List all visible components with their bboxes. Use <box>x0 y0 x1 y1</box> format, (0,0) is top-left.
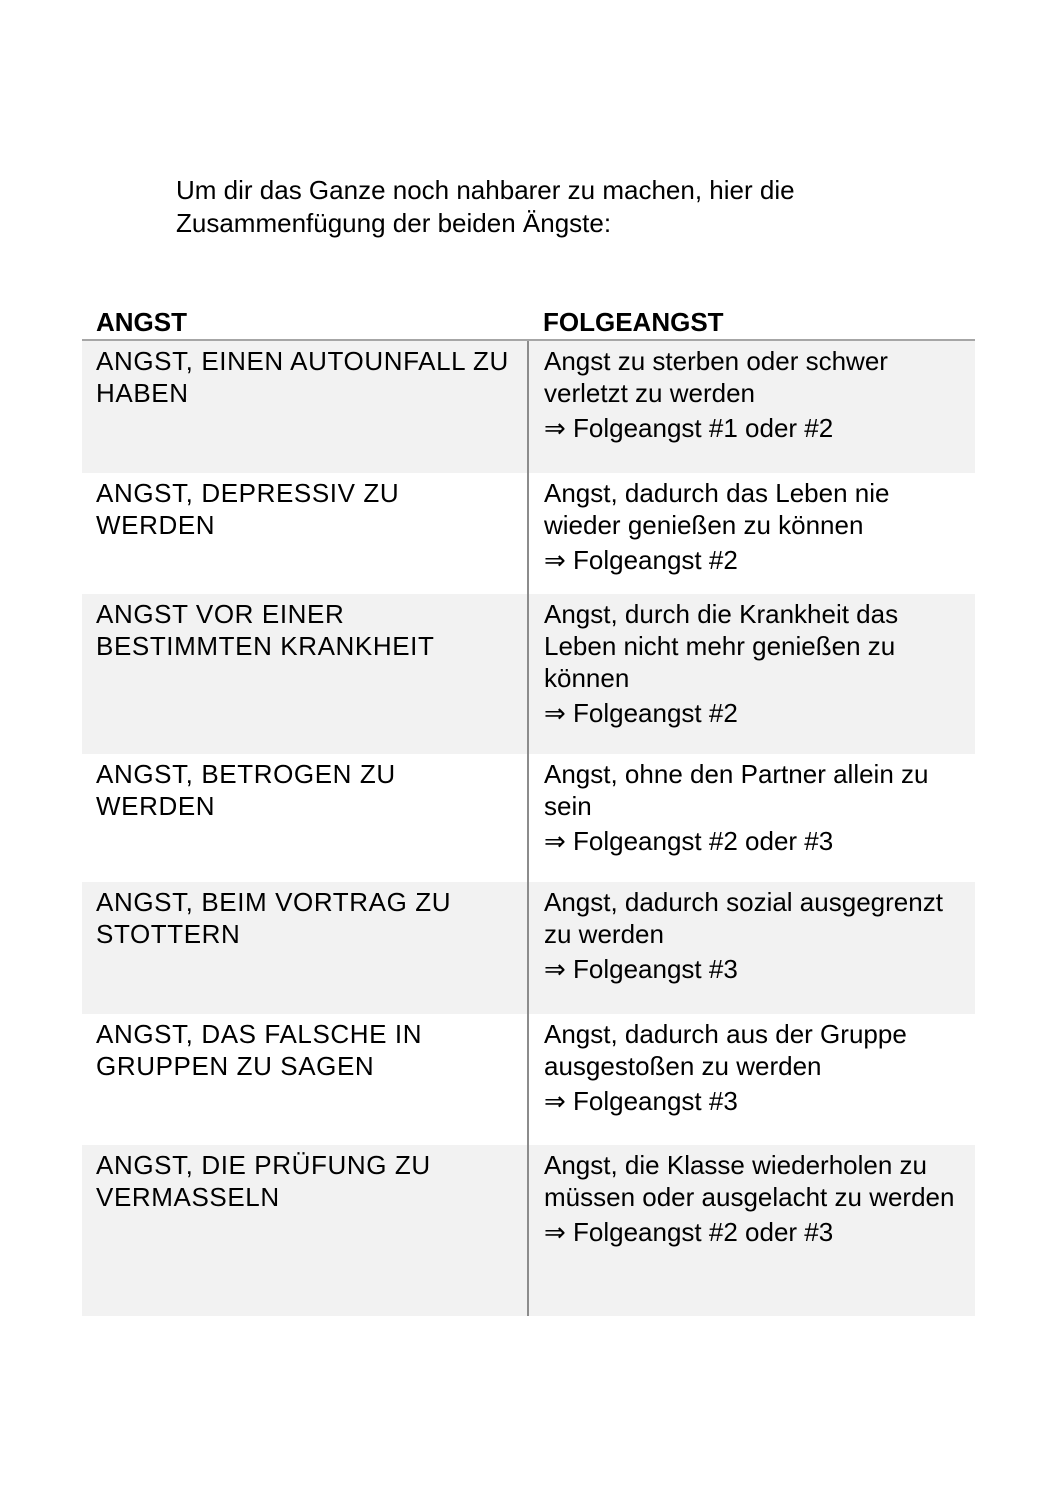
folgeangst-reference: ⇒ Folgeangst #2 oder #3 <box>544 826 834 856</box>
table-row <box>82 754 975 882</box>
folgeangst-cell <box>528 1145 975 1316</box>
folgeangst-reference: ⇒ Folgeangst #3 <box>544 954 738 984</box>
intro-line-1: Um dir das Ganze noch nahbarer zu machen, hier die <box>176 175 795 205</box>
table-row <box>82 1145 975 1316</box>
angst-cell: ANGST, DAS FALSCHE IN GRUPPEN ZU SAGEN <box>82 1014 528 1145</box>
folgeangst-cell <box>528 882 975 1014</box>
folgeangst-cell <box>528 754 975 882</box>
folgeangst-cell <box>528 594 975 754</box>
angst-cell: ANGST, DEPRESSIV ZU WERDEN <box>82 473 528 594</box>
folgeangst-text: Angst, durch die Krankheit das Leben nicht mehr genießen zu können <box>544 599 899 693</box>
folgeangst-reference: ⇒ Folgeangst #2 <box>544 698 738 728</box>
folgeangst-cell <box>528 473 975 594</box>
fear-table <box>82 305 975 1316</box>
table-row <box>82 882 975 1014</box>
table-row <box>82 340 975 473</box>
table-row <box>82 473 975 594</box>
folgeangst-reference: ⇒ Folgeangst #2 <box>544 545 738 575</box>
folgeangst-text: Angst, die Klasse wiederholen zu müssen oder ausgelacht zu werden <box>544 1150 955 1212</box>
folgeangst-reference: ⇒ Folgeangst #1 oder #2 <box>544 413 834 443</box>
angst-cell: ANGST, DIE PRÜFUNG ZU VERMASSELN <box>82 1145 528 1316</box>
table-header-row <box>82 305 975 340</box>
folgeangst-reference: ⇒ Folgeangst #2 oder #3 <box>544 1217 834 1247</box>
folgeangst-text: Angst, dadurch das Leben nie wieder genießen zu können <box>544 478 890 540</box>
folgeangst-text: Angst, dadurch aus der Gruppe ausgestoßen zu werden <box>544 1019 907 1081</box>
folgeangst-cell <box>528 1014 975 1145</box>
angst-cell: ANGST, BEIM VORTRAG ZU STOTTERN <box>82 882 528 1014</box>
table-row <box>82 1014 975 1145</box>
intro-paragraph <box>176 174 936 240</box>
angst-cell: ANGST, BETROGEN ZU WERDEN <box>82 754 528 882</box>
folgeangst-text: Angst, ohne den Partner allein zu sein <box>544 759 929 821</box>
angst-cell: ANGST VOR EINER BESTIMMTEN KRANKHEIT <box>82 594 528 754</box>
folgeangst-reference: ⇒ Folgeangst #3 <box>544 1086 738 1116</box>
header-folgeangst: FOLGEANGST <box>528 305 975 340</box>
intro-line-2: Zusammenfügung der beiden Ängste: <box>176 208 612 238</box>
folgeangst-text: Angst, dadurch sozial ausgegrenzt zu werden <box>544 887 943 949</box>
header-angst: ANGST <box>82 305 528 340</box>
table-row <box>82 594 975 754</box>
angst-cell: ANGST, EINEN AUTOUNFALL ZU HABEN <box>82 340 528 473</box>
folgeangst-cell <box>528 340 975 473</box>
folgeangst-text: Angst zu sterben oder schwer verletzt zu werden <box>544 346 888 408</box>
